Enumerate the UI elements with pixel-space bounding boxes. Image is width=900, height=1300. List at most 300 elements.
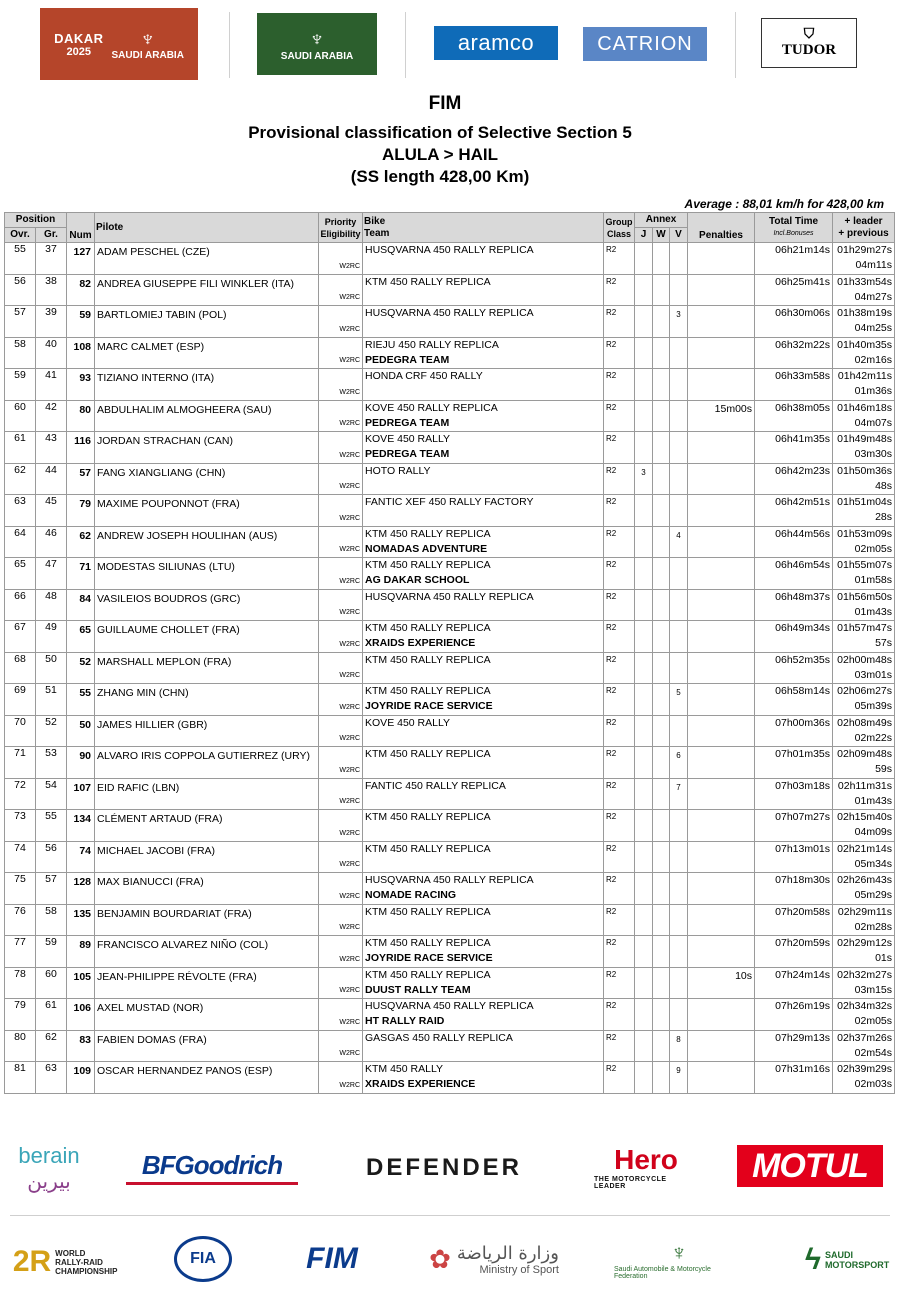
cell-gap-leader: 02h34m32s: [837, 1000, 893, 1012]
cell-total-time: [755, 621, 833, 653]
cell-gr: 45: [36, 495, 67, 527]
cell-priority: W2RC: [319, 558, 363, 590]
cell-ovr: 63: [5, 495, 36, 527]
cell-gr: 40: [36, 337, 67, 369]
cell-gap: [833, 526, 895, 558]
cell-ovr: 76: [5, 904, 36, 936]
cell-bike-team: [363, 621, 604, 653]
cell-annex-v: [670, 243, 688, 275]
cell-annex-v: 8: [670, 1030, 688, 1062]
header-team: Team: [364, 227, 390, 239]
cell-annex-w: [653, 400, 670, 432]
ministry-of-sport-logo: [424, 1232, 564, 1286]
cell-gr: 55: [36, 810, 67, 842]
header-position: Position: [5, 213, 67, 228]
cell-annex-j: [635, 652, 653, 684]
header-class: Class: [607, 228, 632, 239]
header-penalties: Penalties: [688, 213, 755, 243]
cell-penalties: [688, 495, 755, 527]
cell-gr: 43: [36, 432, 67, 464]
cell-pilot: EID RAFIC (LBN): [95, 778, 319, 810]
cell-gap-leader: 02h32m27s: [837, 968, 893, 981]
dakar-logo-year: 2025: [66, 45, 92, 58]
cell-annex-j: [635, 936, 653, 968]
cell-ovr: 69: [5, 684, 36, 716]
cell-total-time: [755, 967, 833, 999]
cell-gr: 56: [36, 841, 67, 873]
cell-gr: 46: [36, 526, 67, 558]
cell-total-time: [755, 400, 833, 432]
cell-total-time-value: 06h30m06s: [775, 307, 831, 319]
cell-annex-j: [635, 1030, 653, 1062]
cell-class: R2: [604, 274, 635, 306]
cell-bike: KTM 450 RALLY REPLICA: [365, 748, 491, 760]
header-total-time-line2: Incl.Bonuses: [773, 229, 814, 237]
cell-annex-w: [653, 1030, 670, 1062]
header-gap-leader: + leader: [844, 215, 883, 227]
cell-num: 128: [67, 873, 95, 905]
cell-bike: GASGAS 450 RALLY REPLICA: [365, 1031, 513, 1044]
cell-annex-w: [653, 873, 670, 905]
cell-ovr: 55: [5, 243, 36, 275]
table-row: [5, 274, 895, 306]
cell-pilot: FABIEN DOMAS (FRA): [95, 1030, 319, 1062]
cell-num: 135: [67, 904, 95, 936]
cell-priority: W2RC: [319, 369, 363, 401]
header-total-time-line1: Total Time: [768, 215, 819, 227]
cell-pilot: ALVARO IRIS COPPOLA GUTIERREZ (URY): [95, 747, 319, 779]
table-row: [5, 369, 895, 401]
cell-pilot: BARTLOMIEJ TABIN (POL): [95, 306, 319, 338]
cell-priority: W2RC: [319, 904, 363, 936]
cell-pilot: ABDULHALIM ALMOGHEERA (SAU): [95, 400, 319, 432]
cell-gap-previous: 48s: [875, 479, 893, 492]
cell-gr: 44: [36, 463, 67, 495]
berain-logo-arabic: بيرين: [27, 1169, 71, 1193]
cell-bike: HUSQVARNA 450 RALLY REPLICA: [365, 307, 534, 319]
cell-bike-team: [363, 684, 604, 716]
cell-bike: KTM 450 RALLY: [365, 1063, 444, 1075]
cell-total-time-value: 07h29m13s: [775, 1031, 831, 1044]
cell-class: R2: [604, 810, 635, 842]
shield-icon: ⛉: [803, 26, 815, 42]
cell-penalties: [688, 715, 755, 747]
cell-num: 90: [67, 747, 95, 779]
cell-num: 108: [67, 337, 95, 369]
cell-team: PEDREGA TEAM: [365, 448, 450, 460]
cell-gap-leader: 01h51m04s: [837, 496, 893, 508]
cell-pilot: OSCAR HERNANDEZ PANOS (ESP): [95, 1062, 319, 1094]
cell-annex-v: [670, 463, 688, 495]
cell-total-time-value: 06h25m41s: [775, 275, 831, 288]
cell-ovr: 59: [5, 369, 36, 401]
cell-annex-w: [653, 1062, 670, 1094]
header-bike: Bike: [364, 215, 386, 227]
header-group: Group: [605, 216, 633, 227]
flower-icon: ✿: [429, 1243, 451, 1274]
cell-annex-j: [635, 778, 653, 810]
cell-total-time-value: 07h24m14s: [775, 968, 831, 981]
cell-gap: [833, 621, 895, 653]
cell-annex-j: [635, 904, 653, 936]
cell-total-time: [755, 684, 833, 716]
cell-ovr: 60: [5, 400, 36, 432]
cell-penalties: [688, 589, 755, 621]
cell-penalties: [688, 526, 755, 558]
cell-pilot: TIZIANO INTERNO (ITA): [95, 369, 319, 401]
cell-team: HT RALLY RAID: [365, 1015, 445, 1027]
cell-gap-previous: 05m29s: [854, 889, 893, 901]
cell-penalties: [688, 1062, 755, 1094]
divider: [10, 1215, 890, 1216]
cell-gap-leader: 02h39m29s: [837, 1063, 893, 1075]
cell-class: R2: [604, 1030, 635, 1062]
cell-total-time: [755, 873, 833, 905]
cell-bike-team: [363, 999, 604, 1031]
cell-annex-j: [635, 400, 653, 432]
cell-gap: [833, 243, 895, 275]
cell-ovr: 79: [5, 999, 36, 1031]
cell-penalties: [688, 621, 755, 653]
cell-bike-team: [363, 432, 604, 464]
cell-total-time: [755, 558, 833, 590]
cell-annex-j: [635, 873, 653, 905]
cell-class: R2: [604, 652, 635, 684]
hero-logo-text: Hero: [614, 1144, 678, 1175]
cell-annex-v: 4: [670, 526, 688, 558]
cell-team: NOMADE RACING: [365, 889, 457, 901]
cell-gap: [833, 558, 895, 590]
cell-total-time: [755, 306, 833, 338]
cell-gr: 53: [36, 747, 67, 779]
cell-ovr: 58: [5, 337, 36, 369]
cell-annex-v: [670, 873, 688, 905]
cell-ovr: 61: [5, 432, 36, 464]
cell-total-time-value: 06h42m51s: [775, 496, 831, 508]
cell-annex-j: [635, 621, 653, 653]
cell-total-time-value: 06h33m58s: [775, 370, 831, 382]
cell-num: 74: [67, 841, 95, 873]
cell-gap: [833, 369, 895, 401]
cell-bike-team: [363, 873, 604, 905]
cell-class: R2: [604, 1062, 635, 1094]
cell-total-time-value: 06h46m54s: [775, 559, 831, 571]
cell-bike-team: [363, 495, 604, 527]
bfgoodrich-logo: BFGoodrich: [126, 1149, 298, 1185]
cell-gap: [833, 778, 895, 810]
cell-penalties: [688, 684, 755, 716]
table-row: [5, 243, 895, 275]
cell-gap-leader: 01h33m54s: [837, 275, 893, 288]
cell-gap-leader: 01h56m50s: [837, 590, 893, 603]
cell-gr: 42: [36, 400, 67, 432]
table-row: [5, 495, 895, 527]
table-row: [5, 652, 895, 684]
cell-ovr: 66: [5, 589, 36, 621]
cell-gr: 39: [36, 306, 67, 338]
cell-bike-team: [363, 936, 604, 968]
cell-bike: HUSQVARNA 450 RALLY REPLICA: [365, 590, 534, 603]
cell-bike-team: [363, 967, 604, 999]
cell-pilot: JEAN-PHILIPPE RÉVOLTE (FRA): [95, 967, 319, 999]
cell-priority: W2RC: [319, 999, 363, 1031]
cell-total-time-value: 07h00m36s: [775, 716, 831, 729]
saudi-motorsport-logo-mark: ϟ: [805, 1243, 821, 1276]
header-priority-line1: Priority: [324, 216, 357, 227]
cell-gap-previous: 04m11s: [855, 259, 893, 271]
tudor-logo: [761, 18, 857, 68]
cell-gap: [833, 589, 895, 621]
dakar-logo-word: DAKAR: [54, 30, 104, 46]
cell-gap-leader: 01h40m35s: [837, 338, 893, 351]
table-row: [5, 999, 895, 1031]
table-row: [5, 526, 895, 558]
cell-class: R2: [604, 243, 635, 275]
cell-bike: FANTIC XEF 450 RALLY FACTORY: [365, 496, 534, 508]
cell-total-time-value: 06h42m23s: [775, 464, 831, 477]
defender-logo: DEFENDER: [365, 1154, 522, 1181]
cell-gap-previous: 01m36s: [854, 385, 893, 397]
cell-total-time: [755, 274, 833, 306]
cell-bike-team: [363, 747, 604, 779]
samf-logo: [614, 1228, 744, 1292]
cell-class: R2: [604, 999, 635, 1031]
cell-pilot: MODESTAS SILIUNAS (LTU): [95, 558, 319, 590]
cell-gap-previous: 59s: [875, 763, 893, 775]
header-gr: Gr.: [36, 228, 67, 243]
cell-num: 52: [67, 652, 95, 684]
cell-annex-v: [670, 495, 688, 527]
cell-gap-previous: 01m43s: [854, 605, 893, 618]
cell-total-time-value: 06h58m14s: [775, 685, 831, 697]
cell-annex-v: 3: [670, 306, 688, 338]
cell-annex-w: [653, 369, 670, 401]
table-row: [5, 558, 895, 590]
cell-gap: [833, 936, 895, 968]
cell-gr: 59: [36, 936, 67, 968]
cell-bike: HOTO RALLY: [365, 464, 431, 477]
cell-bike: KOVE 450 RALLY: [365, 716, 451, 729]
cell-class: R2: [604, 589, 635, 621]
cell-annex-w: [653, 841, 670, 873]
cell-ovr: 65: [5, 558, 36, 590]
cell-priority: W2RC: [319, 243, 363, 275]
cell-annex-j: [635, 715, 653, 747]
cell-gap: [833, 495, 895, 527]
header-v: V: [670, 228, 688, 243]
cell-gap: [833, 306, 895, 338]
cell-total-time-value: 07h20m58s: [775, 905, 831, 918]
cell-gap: [833, 873, 895, 905]
cell-ovr: 80: [5, 1030, 36, 1062]
fim-logo: FIM: [306, 1242, 358, 1275]
document-title-block: [0, 92, 880, 188]
world-rally-raid-logo: [10, 1238, 118, 1286]
cell-gap-leader: 01h29m27s: [837, 244, 893, 256]
world-rally-raid-logo-mark: 2R: [12, 1245, 52, 1278]
cell-team: NOMADAS ADVENTURE: [365, 542, 488, 555]
cell-gap-previous: 04m09s: [854, 826, 893, 838]
cell-gr: 52: [36, 715, 67, 747]
cell-bike-team: [363, 715, 604, 747]
cell-bike-team: [363, 400, 604, 432]
cell-penalties: [688, 747, 755, 779]
cell-bike: HONDA CRF 450 RALLY: [365, 370, 483, 382]
cell-total-time: [755, 904, 833, 936]
cell-annex-w: [653, 337, 670, 369]
table-row: [5, 621, 895, 653]
cell-bike-team: [363, 841, 604, 873]
cell-annex-w: [653, 463, 670, 495]
cell-ovr: 57: [5, 306, 36, 338]
cell-gap: [833, 841, 895, 873]
cell-num: 106: [67, 999, 95, 1031]
aramco-logo: aramco: [434, 26, 558, 60]
cell-bike-team: [363, 904, 604, 936]
cell-gap-leader: 02h00m48s: [837, 653, 893, 666]
cell-bike: KTM 450 RALLY REPLICA: [365, 685, 491, 697]
fia-logo: FIA: [174, 1236, 232, 1282]
sponsor-row-top: [0, 1135, 900, 1205]
cell-class: R2: [604, 967, 635, 999]
cell-team: DUUST RALLY TEAM: [365, 983, 471, 996]
cell-annex-v: [670, 432, 688, 464]
cell-gap: [833, 337, 895, 369]
cell-priority: W2RC: [319, 715, 363, 747]
cell-penalties: [688, 778, 755, 810]
cell-total-time-value: 07h03m18s: [775, 779, 831, 792]
table-header: [5, 213, 895, 243]
cell-total-time-value: 07h13m01s: [775, 842, 831, 855]
cell-num: 62: [67, 526, 95, 558]
cell-annex-w: [653, 684, 670, 716]
cell-annex-w: [653, 558, 670, 590]
cell-gap-previous: 03m30s: [854, 448, 893, 460]
world-rally-raid-logo-text: WORLD RALLY-RAID CHAMPIONSHIP: [55, 1248, 118, 1276]
cell-bike: KOVE 450 RALLY: [365, 433, 451, 445]
cell-total-time-value: 07h20m59s: [775, 937, 831, 949]
cell-annex-j: [635, 337, 653, 369]
cell-annex-v: [670, 621, 688, 653]
cell-annex-w: [653, 904, 670, 936]
cell-gap-leader: 01h38m19s: [837, 307, 893, 319]
cell-gap: [833, 715, 895, 747]
divider: [735, 12, 736, 78]
cell-num: 84: [67, 589, 95, 621]
cell-gr: 47: [36, 558, 67, 590]
cell-annex-v: [670, 369, 688, 401]
cell-total-time: [755, 463, 833, 495]
cell-bike-team: [363, 463, 604, 495]
cell-num: 134: [67, 810, 95, 842]
cell-total-time-value: 07h18m30s: [775, 874, 831, 886]
divider: [229, 12, 230, 78]
cell-annex-j: [635, 274, 653, 306]
cell-annex-j: 3: [635, 463, 653, 495]
cell-num: 105: [67, 967, 95, 999]
cell-team: PEDREGA TEAM: [365, 416, 450, 429]
table-row: [5, 400, 895, 432]
cell-annex-w: [653, 243, 670, 275]
saudi-arabia-logo-text: SAUDI ARABIA: [280, 50, 354, 62]
header-group-class: [604, 213, 635, 243]
cell-ovr: 56: [5, 274, 36, 306]
header-j: J: [635, 228, 653, 243]
cell-annex-w: [653, 306, 670, 338]
header-gap-previous: + previous: [838, 227, 889, 239]
header-priority-line2: Eligibility: [320, 228, 361, 239]
cell-team: XRAIDS EXPERIENCE: [365, 1078, 476, 1090]
cell-bike: HUSQVARNA 450 RALLY REPLICA: [365, 244, 534, 256]
cell-gr: 63: [36, 1062, 67, 1094]
cell-pilot: MARSHALL MEPLON (FRA): [95, 652, 319, 684]
cell-priority: W2RC: [319, 873, 363, 905]
berain-logo-text: berain: [18, 1143, 80, 1168]
saudi-motorsport-logo-text: SAUDI MOTORSPORT: [824, 1250, 890, 1270]
cell-class: R2: [604, 936, 635, 968]
cell-total-time: [755, 841, 833, 873]
cell-annex-j: [635, 841, 653, 873]
header-annex: Annex: [635, 213, 688, 228]
table-row: [5, 1030, 895, 1062]
table-row: [5, 306, 895, 338]
header-bike-team: [363, 213, 604, 243]
divider: [405, 12, 406, 78]
cell-annex-w: [653, 967, 670, 999]
cell-penalties: [688, 936, 755, 968]
cell-total-time-value: 06h38m05s: [775, 401, 831, 414]
cell-priority: W2RC: [319, 463, 363, 495]
table-row: [5, 337, 895, 369]
cell-gap: [833, 967, 895, 999]
cell-annex-j: [635, 526, 653, 558]
cell-gap-leader: 01h42m11s: [837, 370, 893, 382]
cell-total-time-value: 06h52m35s: [775, 653, 831, 666]
cell-annex-w: [653, 999, 670, 1031]
cell-gap: [833, 432, 895, 464]
cell-gap-previous: 01m43s: [854, 794, 893, 807]
cell-gap-previous: 02m16s: [854, 353, 893, 366]
cell-priority: W2RC: [319, 778, 363, 810]
cell-total-time-value: 06h48m37s: [775, 590, 831, 603]
cell-gap-previous: 02m05s: [854, 542, 893, 555]
cell-gap-leader: 01h50m36s: [837, 464, 893, 477]
cell-pilot: MAXIME POUPONNOT (FRA): [95, 495, 319, 527]
cell-pilot: AXEL MUSTAD (NOR): [95, 999, 319, 1031]
cell-penalties: 10s: [688, 967, 755, 999]
cell-total-time-value: 06h21m14s: [775, 244, 831, 256]
cell-ovr: 78: [5, 967, 36, 999]
cell-num: 55: [67, 684, 95, 716]
cell-pilot: CLÉMENT ARTAUD (FRA): [95, 810, 319, 842]
cell-gap-leader: 02h26m43s: [837, 874, 893, 886]
cell-bike-team: [363, 306, 604, 338]
ministry-of-sport-logo-arabic: وزارة الرياضة: [456, 1242, 559, 1264]
cell-class: R2: [604, 621, 635, 653]
header-total-time: [755, 213, 833, 243]
cell-annex-j: [635, 306, 653, 338]
cell-class: R2: [604, 841, 635, 873]
cell-total-time: [755, 715, 833, 747]
cell-annex-w: [653, 495, 670, 527]
cell-annex-v: 5: [670, 684, 688, 716]
cell-bike: KOVE 450 RALLY REPLICA: [365, 401, 498, 414]
cell-annex-w: [653, 936, 670, 968]
hero-logo-tagline: THE MOTORCYCLE LEADER: [594, 1176, 667, 1190]
palm-icon: ♆: [670, 1240, 688, 1265]
cell-penalties: [688, 1030, 755, 1062]
palm-icon: ♆: [139, 25, 156, 51]
